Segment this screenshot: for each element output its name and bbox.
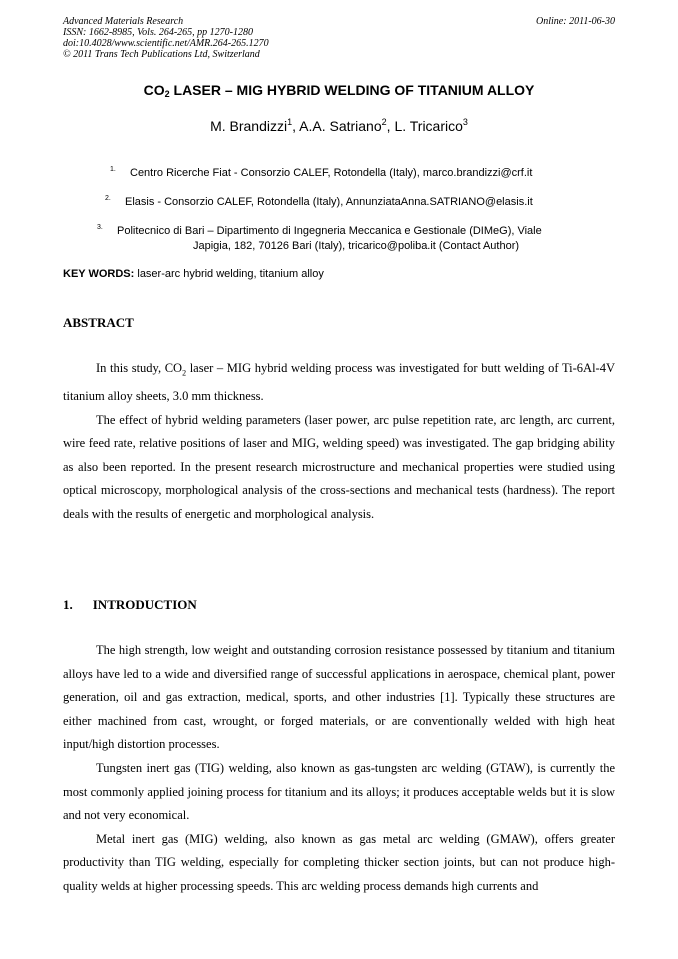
keywords-label: KEY WORDS: bbox=[63, 268, 135, 280]
paper-title bbox=[63, 82, 615, 99]
introduction-paragraph: Metal inert gas (MIG) welding, also known as gas metal arc welding (GMAW), offers greater productivity than TIG welding, especially for completing thicker section joints, but can not produce high-quality welds at higher processing speeds. This arc welding process demands high currents and bbox=[63, 831, 615, 893]
issn-line: ISSN: 1662-8985, Vols. 264-265, pp 1270-1280 bbox=[63, 27, 253, 38]
abstract-text: In this study, CO bbox=[96, 361, 183, 375]
keywords bbox=[63, 268, 324, 280]
author-name: A.A. Satriano bbox=[299, 118, 382, 134]
online-date: Online: 2011-06-30 bbox=[536, 16, 615, 27]
affiliation-2 bbox=[105, 195, 615, 210]
affiliation-text: Japigia, 182, 70126 Bari (Italy), tricarico@poliba.it (Contact Author) bbox=[192, 240, 520, 252]
abstract-heading: ABSTRACT bbox=[63, 315, 134, 330]
abstract-paragraph bbox=[63, 357, 615, 409]
introduction-paragraph: Tungsten inert gas (TIG) welding, also known as gas-tungsten arc welding (GTAW), is currently the most commonly applied joining process for titanium and its alloys; it produces acceptable welds but it is slow and not very economical. bbox=[63, 760, 615, 823]
author-affiliation-mark: 2 bbox=[381, 117, 387, 127]
affiliation-number: 1. bbox=[110, 166, 116, 173]
doi-line: doi:10.4028/www.scientific.net/AMR.264-265.1270 bbox=[63, 38, 269, 49]
affiliation-3 bbox=[97, 224, 615, 254]
author-affiliation-mark: 1 bbox=[287, 117, 293, 127]
title-text-1: CO bbox=[143, 82, 165, 98]
running-header bbox=[63, 16, 615, 60]
author-list bbox=[63, 117, 615, 134]
affiliation-number: 3. bbox=[97, 224, 103, 231]
copyright-line: © 2011 Trans Tech Publications Ltd, Switzerland bbox=[63, 49, 260, 60]
author-separator: , bbox=[292, 118, 300, 134]
title-text-2: LASER – MIG HYBRID WELDING OF TITANIUM ALLOY bbox=[169, 82, 535, 98]
author-name: M. Brandizzi bbox=[210, 118, 288, 134]
introduction-body bbox=[63, 639, 615, 899]
abstract-subscript: 2 bbox=[182, 368, 187, 378]
author-separator: , bbox=[386, 118, 395, 134]
affiliation-1 bbox=[110, 166, 615, 181]
affiliation-number: 2. bbox=[105, 195, 111, 202]
affiliation-text: Elasis - Consorzio CALEF, Rotondella (Italy), AnnunziataAnna.SATRIANO@elasis.it bbox=[125, 196, 533, 208]
section-number: 1. bbox=[63, 597, 73, 612]
section-title: INTRODUCTION bbox=[92, 597, 197, 612]
title-subscript: 2 bbox=[164, 89, 170, 99]
introduction-heading bbox=[63, 597, 197, 613]
author-name: L. Tricarico bbox=[394, 118, 463, 134]
author-affiliation-mark: 3 bbox=[462, 117, 468, 127]
introduction-paragraph: The high strength, low weight and outstanding corrosion resistance possessed by titanium and titanium alloys have led to a wide and diversified range of successful applications in aerospace, chemical plant, power generation, oil and gas extraction, medical, sports, and other industries [1]. Typically these structures are either machined from cast, wrought, or forged materials, or are conventionally welded with high heat input/high distortion processes. bbox=[63, 643, 615, 752]
abstract-text: laser – MIG hybrid welding process was investigated for butt welding of Ti-6Al-4V titanium alloy sheets, 3.0 mm thickness. bbox=[63, 361, 615, 404]
keywords-text: laser-arc hybrid welding, titanium alloy bbox=[134, 268, 324, 280]
journal-name: Advanced Materials Research bbox=[63, 16, 184, 27]
affiliation-text: Centro Ricerche Fiat - Consorzio CALEF, Rotondella (Italy), marco.brandizzi@crf.it bbox=[130, 167, 533, 179]
abstract-paragraph: The effect of hybrid welding parameters (laser power, arc pulse repetition rate, arc length, arc current, wire feed rate, relative positions of laser and MIG, welding speed) was investigated. The gap bridging ability as also been reported. In the present research microstructure and mechanical properties were studied using optical microscopy, morphological analysis of the cross-sections and mechanical tests (hardness). The report deals with the results of energetic and morphological analysis. bbox=[63, 412, 615, 522]
abstract-body bbox=[63, 357, 615, 527]
affiliation-text: Politecnico di Bari – Dipartimento di Ingegneria Meccanica e Gestionale (DIMeG), Viale bbox=[117, 225, 542, 237]
